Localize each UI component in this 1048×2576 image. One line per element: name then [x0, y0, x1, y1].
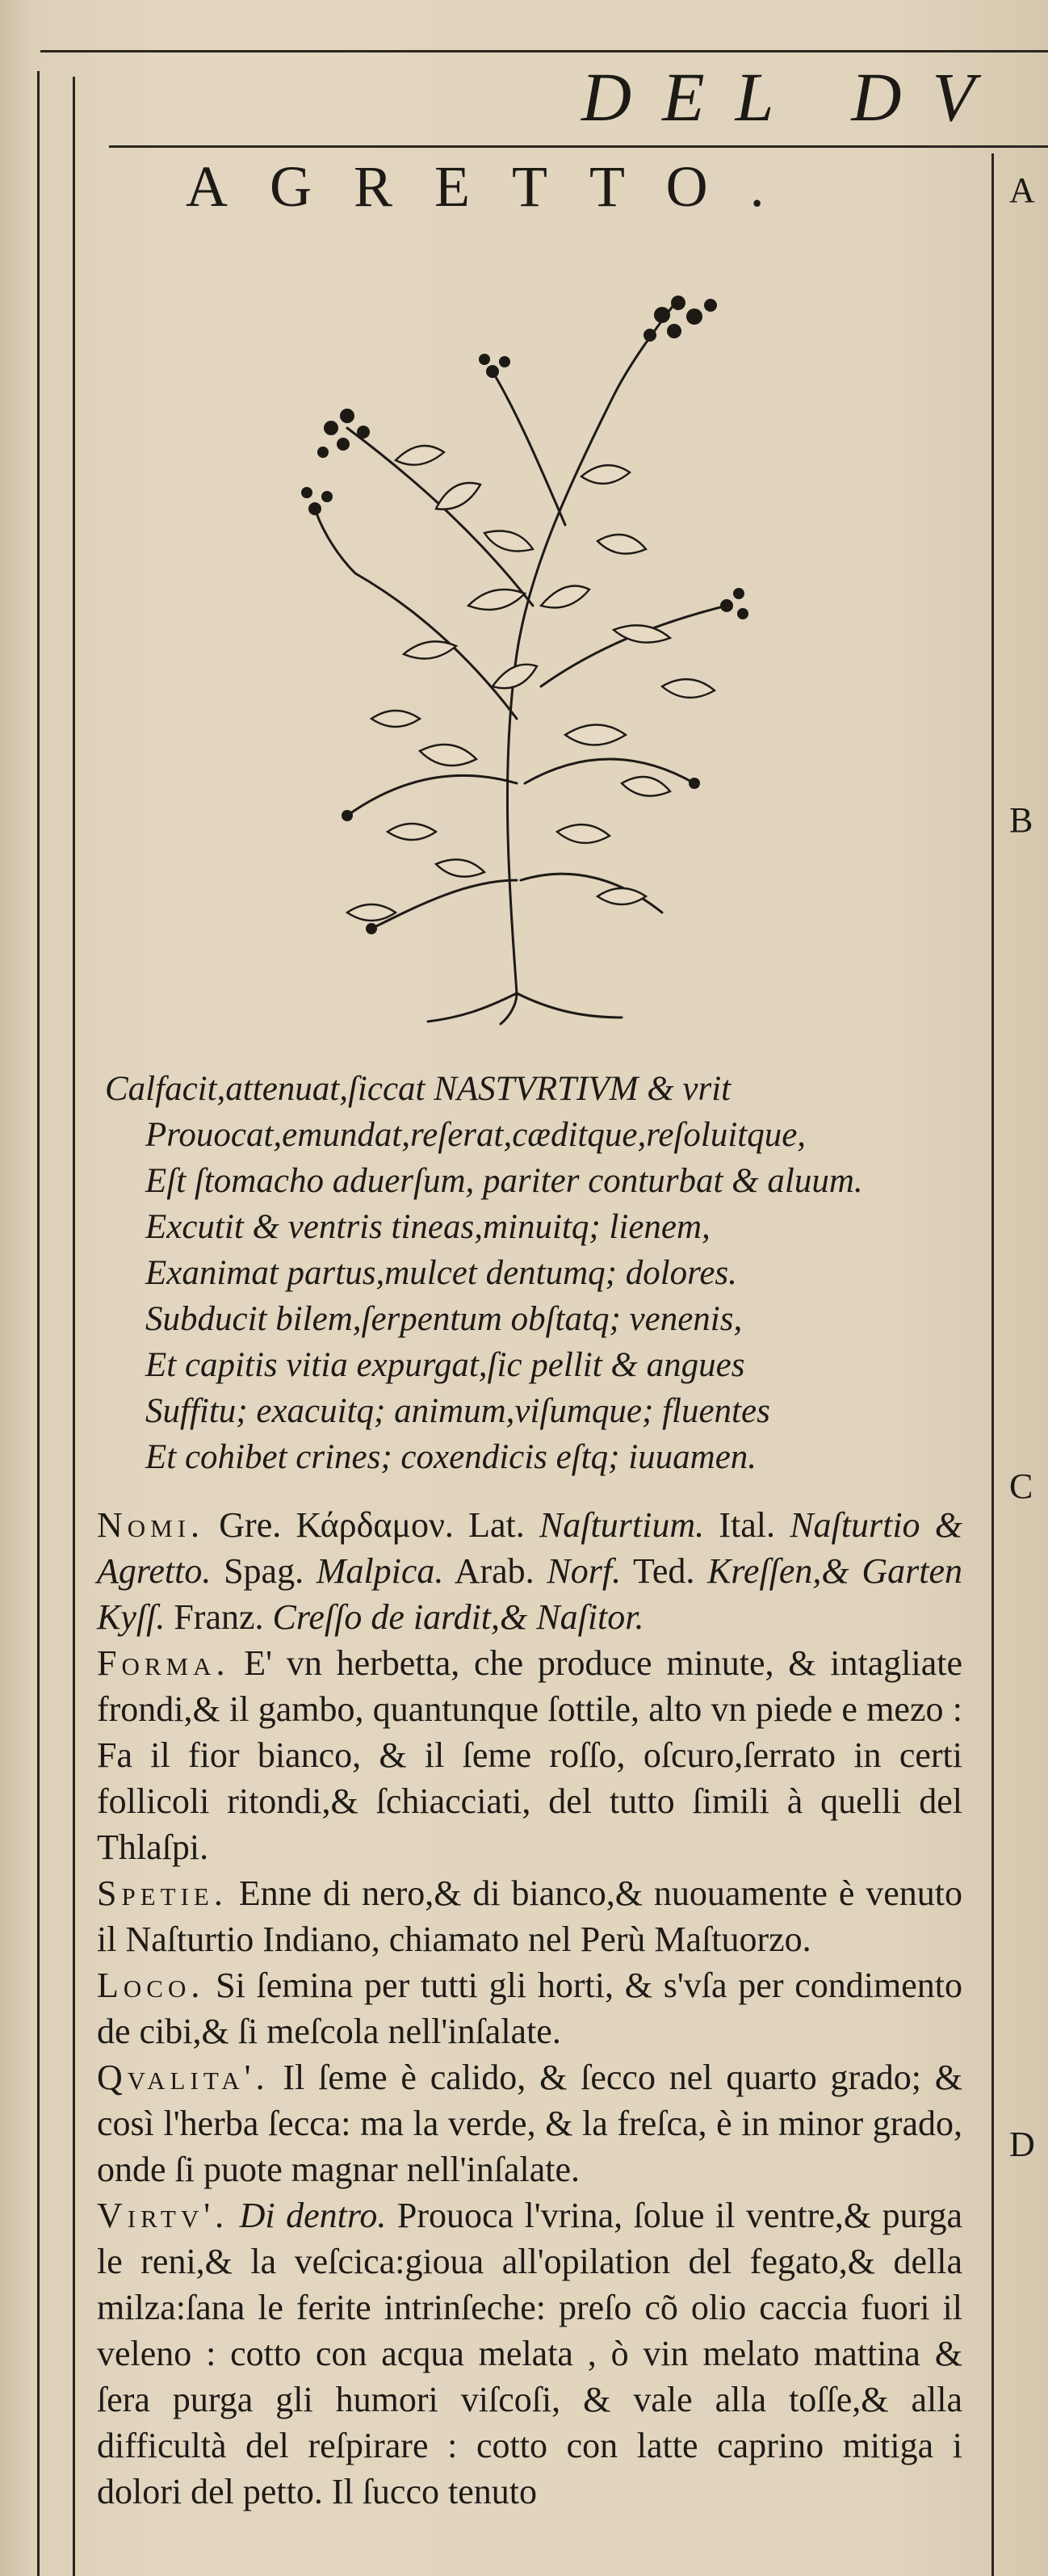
poem-line: Et capitis vitia expurgat,ſic pellit & angues	[145, 1346, 745, 1384]
section-text: Ital.	[704, 1505, 790, 1545]
poem-line: Prouocat,emundat,reſerat,cæditque,reſoluitque,	[145, 1116, 807, 1154]
margin-letter-b: B	[1009, 800, 1033, 840]
poem-line: Excutit & ventris tineas,minuitq; lienem,	[145, 1208, 711, 1246]
section-text: Franz.	[165, 1597, 273, 1637]
margin-rule	[991, 153, 994, 2576]
poem-line: Calfacit,attenuat,ſiccat NASTVRTIVM & vrit	[105, 1070, 732, 1108]
section-head: Virtv'.	[97, 2196, 229, 2235]
section-text: Prouoca l'vrina, ſolue il ventre,& purga le reni,& la veſcica:gioua all'opilation del fegato,& della milza:ſana le ferite intrinſeche: preſo cõ olio caccia fuori il veleno : cotto con acqua melata , ò vin melato mattina & ſera purga gli humori viſcoſi, & vale alla toſſe,& alla difficultà del reſpirare : cotto con latte caprino mitiga i dolori del petto. Il ſucco tenuto	[97, 2196, 962, 2511]
section-head: Forma.	[97, 1643, 230, 1683]
section-nomi	[97, 1502, 962, 1640]
poem-line: Subducit bilem,ſerpentum obſtatq; venenis,	[145, 1300, 743, 1338]
margin-letter-a: A	[1009, 170, 1035, 210]
section-text: Norf.	[547, 1551, 622, 1591]
section-head: Spetie.	[97, 1873, 228, 1913]
section-virtu	[97, 2192, 962, 2515]
running-head: DEL DV	[581, 58, 1006, 136]
section-text: Kreſſen,& Garten Kyſſ.	[97, 1551, 963, 1637]
poem	[105, 1066, 961, 1480]
section-text: Ted.	[621, 1551, 708, 1591]
poem-line: Exanimat partus,mulcet dentumq; dolores.	[145, 1254, 737, 1292]
section-text: Gre. Κάρδαμον. Lat.	[219, 1505, 539, 1545]
section-text: Arab.	[443, 1551, 547, 1591]
section-spetie	[97, 1870, 962, 1962]
poem-line: Eſt ſtomacho aduerſum, pariter conturbat & aluum.	[145, 1162, 863, 1200]
section-head: Loco.	[97, 1966, 205, 2005]
section-head: Nomi.	[97, 1505, 205, 1545]
poem-line: Suffitu; exacuitq; animum,viſumque; fluentes	[145, 1392, 770, 1430]
section-forma	[97, 1640, 962, 1870]
section-text: Enne di nero,& di bianco,& nuouamente è venuto il Naſturtio Indiano, chiamato nel Perù Maſtuorzo.	[97, 1873, 962, 1959]
section-head: Qvalita'.	[97, 2058, 270, 2097]
margin-letter-c: C	[1009, 1466, 1033, 1506]
inner-frame-rule	[73, 77, 75, 2576]
section-text: Spag.	[211, 1551, 316, 1591]
outer-frame-rule	[37, 71, 40, 2576]
top-rule	[40, 50, 1048, 52]
section-text: Si ſemina per tutti gli horti, & s'vſa per condimento de cibi,& ſi meſcola nell'inſalate.	[97, 1966, 962, 2051]
section-text: Creſſo de iardit,& Naſitor.	[272, 1597, 644, 1637]
header-rule	[109, 145, 1048, 148]
body-text	[97, 1502, 962, 2515]
section-text: Naſturtium.	[539, 1505, 705, 1545]
plant-woodcut	[275, 266, 775, 1026]
page-title: AGRETTO.	[186, 154, 807, 219]
section-subhead: Di dentro.	[228, 2196, 387, 2235]
section-text: Malpica.	[316, 1551, 444, 1591]
section-loco	[97, 1962, 962, 2054]
margin-letter-d: D	[1009, 2125, 1035, 2164]
poem-line: Et cohibet crines; coxendicis eſtq; iuuamen.	[145, 1438, 757, 1476]
section-text: Naſturtio & Agretto.	[97, 1505, 962, 1591]
section-text: E' vn herbetta, che produce minute, & intagliate frondi,& il gambo, quantunque ſottile, alto vn piede e mezo : Fa il fior bianco, & il ſeme roſſo, oſcuro,ſerrato in certi follicoli ritondi,& ſchiacciati, del tutto ſimili à quelli del Thlaſpi.	[97, 1643, 962, 1867]
section-qualita	[97, 2054, 962, 2192]
section-text: Il ſeme è calido, & ſecco nel quarto grado; & così l'herba ſecca: ma la verde, & la freſca, è in minor grado, onde ſi puote magnar nell'inſalate.	[97, 2058, 962, 2189]
